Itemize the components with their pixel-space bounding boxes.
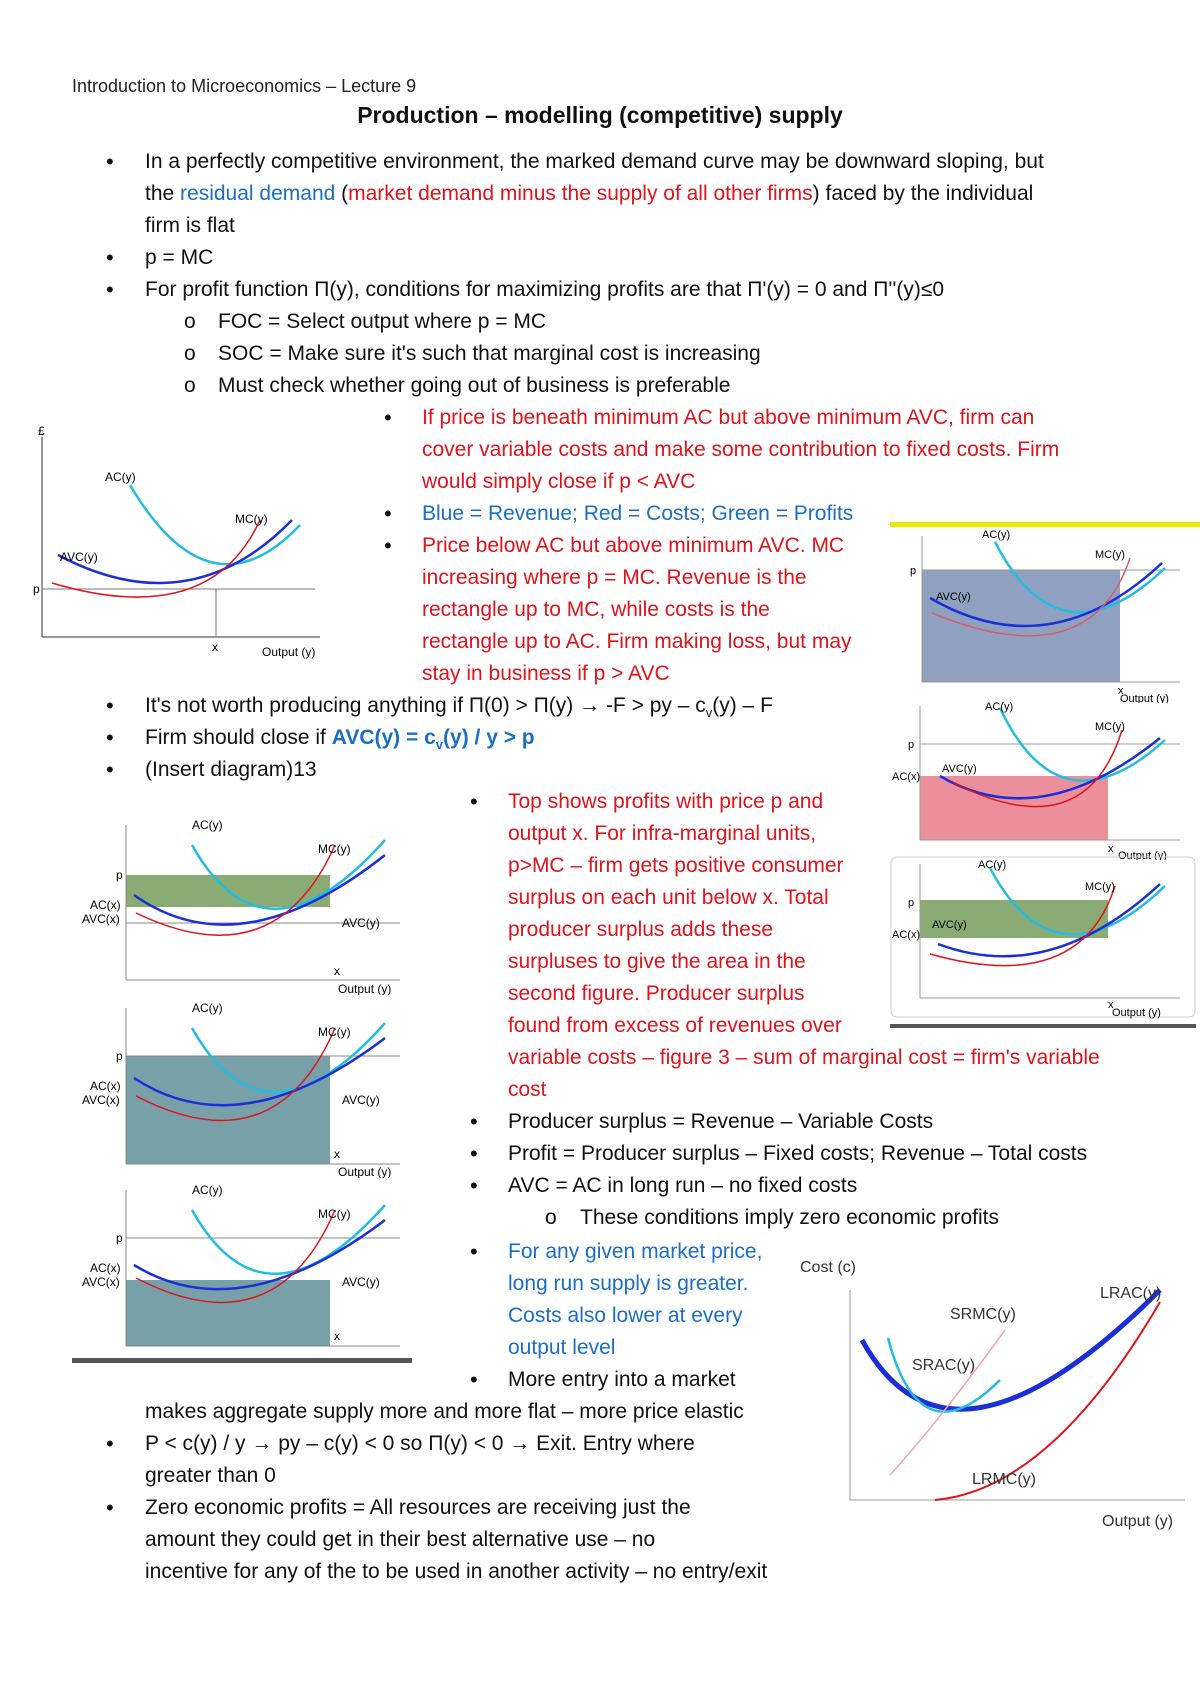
bullet-dot: • xyxy=(106,149,114,174)
paragraph-line: makes aggregate supply more and more flat – more price elastic xyxy=(145,1400,744,1423)
mc-label: MC(y) xyxy=(318,1207,351,1221)
acx-label: AC(x) xyxy=(90,898,121,912)
srac-curve xyxy=(888,1338,1000,1412)
output-label: Output (y) xyxy=(262,645,316,659)
acx-label: AC(x) xyxy=(90,1079,121,1093)
sub-bullet-text: These conditions imply zero economic profits xyxy=(580,1206,1000,1229)
producer-surplus-figure xyxy=(80,998,420,1178)
variable-cost-figure xyxy=(80,1180,420,1360)
avcx-label: AVC(x) xyxy=(82,912,120,926)
paragraph-line: AVC = AC in long run – no fixed costs xyxy=(508,1174,858,1197)
bullet-dot: • xyxy=(106,693,114,718)
note-line: Price below AC but above minimum AVC. MC xyxy=(422,534,845,557)
note-line: rectangle up to AC. Firm making loss, but may xyxy=(422,630,852,653)
ac-label: AC(y) xyxy=(192,818,223,832)
paragraph-line: It's not worth producing anything if Π(0) > Π(y) → -F > py – $c_v(y)$ – F xyxy=(145,694,773,721)
acx-label: AC(x) xyxy=(90,1261,121,1275)
paragraph-line: P < c(y) / y → py – c(y) < 0 so Π(y) < 0 → Exit. Entry where xyxy=(145,1432,695,1455)
srac-label: SRAC(y) xyxy=(912,1357,976,1374)
ac-label: AC(y) xyxy=(105,470,136,484)
term-market-demand: market demand minus the supply of all other firms xyxy=(348,182,813,205)
avc-label: AVC(y) xyxy=(342,916,380,930)
paragraph-line: (Insert diagram)13 xyxy=(145,758,317,781)
output-label: Output (y) xyxy=(1120,693,1169,703)
cost-axis-label: Cost (c) xyxy=(800,1259,856,1276)
avc-label: AVC(y) xyxy=(936,591,971,603)
ac-label: AC(y) xyxy=(978,859,1007,871)
note-line: cost xyxy=(508,1078,547,1101)
note-line: output x. For infra-marginal units, xyxy=(508,822,817,845)
avcx-label: AVC(x) xyxy=(82,1093,120,1107)
mc-label: MC(y) xyxy=(1095,549,1125,561)
price-label: p xyxy=(908,739,915,751)
paragraph-line: incentive for any of the to be used in another activity – no entry/exit xyxy=(145,1560,768,1583)
bullet-dot: • xyxy=(470,1239,478,1264)
long-run-cost-figure xyxy=(790,1250,1195,1540)
sub-bullet-dot: o xyxy=(545,1206,557,1229)
avcx-label: AVC(x) xyxy=(82,1275,120,1289)
note-line: surpluses to give the area in the xyxy=(508,950,806,973)
note-line: For any given market price, xyxy=(508,1240,763,1263)
paragraph-line: firm is flat xyxy=(145,214,235,237)
note-line: cover variable costs and make some contribution to fixed costs. Firm xyxy=(422,438,1060,461)
mc-label: MC(y) xyxy=(1085,881,1115,893)
srmc-label: SRMC(y) xyxy=(950,1306,1016,1323)
paragraph-line: For profit function Π(y), conditions for maximizing profits are that Π'(y) = 0 and Π''(y)≤0 xyxy=(145,278,945,301)
note-line: surplus on each unit below x. Total xyxy=(508,886,829,909)
note-line: second figure. Producer surplus xyxy=(508,982,805,1005)
output-label: Output (y) xyxy=(338,982,392,995)
ac-label: AC(y) xyxy=(985,701,1014,713)
lrac-label: LRAC(y) xyxy=(1100,1285,1162,1302)
profit-area-figure xyxy=(80,815,420,995)
note-line: long run supply is greater. xyxy=(508,1272,749,1295)
x-label: x xyxy=(334,964,340,978)
bullet-dot: • xyxy=(106,245,114,270)
bullet-dot: • xyxy=(470,1173,478,1198)
paragraph-line: Zero economic profits = All resources are receiving just the xyxy=(145,1496,691,1519)
paragraph-line: Firm should close if $AVC(y) = c_v(y) / y > p$ xyxy=(145,726,535,753)
srmc-curve xyxy=(890,1330,1005,1475)
x-label: x xyxy=(334,1147,340,1161)
lecture-header: Introduction to Microeconomics – Lecture 9 xyxy=(72,76,417,96)
sub-bullet-text: Must check whether going out of business is preferable xyxy=(218,374,731,397)
cost-curves-figure xyxy=(30,425,330,660)
price-label: p xyxy=(33,582,40,596)
x-label: x xyxy=(334,1329,340,1343)
lrmc-curve xyxy=(935,1302,1160,1500)
bullet-dot: • xyxy=(384,405,392,430)
note-line: variable costs – figure 3 – sum of marginal cost = firm's variable xyxy=(508,1046,1100,1069)
x-label: x xyxy=(212,640,218,654)
mc-label: MC(y) xyxy=(235,512,268,526)
cost-figure xyxy=(890,700,1190,860)
sub-bullet-dot: o xyxy=(184,342,196,365)
bullet-dot: • xyxy=(470,1141,478,1166)
mc-label: MC(y) xyxy=(1095,721,1125,733)
note-line: rectangle up to MC, while costs is the xyxy=(422,598,770,621)
mc-label: MC(y) xyxy=(318,1025,351,1039)
note-line: stay in business if p > AVC xyxy=(422,662,670,685)
price-label: p xyxy=(116,1231,123,1245)
bullet-dot: • xyxy=(106,277,114,302)
price-label: p xyxy=(908,897,915,909)
bullet-dot: • xyxy=(384,501,392,526)
note-line: output level xyxy=(508,1336,616,1359)
ac-label: AC(y) xyxy=(982,529,1011,541)
avc-label: AVC(y) xyxy=(342,1275,380,1289)
paragraph-line: Profit = Producer surplus – Fixed costs; Revenue – Total costs xyxy=(508,1142,1088,1165)
figure-underline xyxy=(72,1358,412,1363)
ac-label: AC(y) xyxy=(192,1183,223,1197)
sub-bullet-text: FOC = Select output where p = MC xyxy=(218,310,546,333)
bullet-dot: • xyxy=(470,1367,478,1392)
note-line: If price is beneath minimum AC but above minimum AVC, firm can xyxy=(422,406,1035,429)
bullet-dot: • xyxy=(384,533,392,558)
paragraph-line: the residual demand (market demand minus the supply of all other firms) faced by the individual xyxy=(145,182,1034,205)
sub-bullet-dot: o xyxy=(184,310,196,333)
bullet-dot: • xyxy=(106,757,114,782)
paragraph-line: In a perfectly competitive environment, the marked demand curve may be downward sloping, but xyxy=(145,150,1044,173)
output-label: Output (y) xyxy=(1112,1007,1161,1019)
avc-label: AVC(y) xyxy=(932,919,967,931)
highlight-bar xyxy=(890,522,1200,527)
output-label: Output (y) xyxy=(1102,1513,1174,1530)
pound-label: £ xyxy=(38,425,45,438)
paragraph-line: Producer surplus = Revenue – Variable Costs xyxy=(508,1110,934,1133)
color-legend-line: Blue = Revenue; Red = Costs; Green = Profits xyxy=(422,502,854,525)
bullet-dot: • xyxy=(106,725,114,750)
x-label: x xyxy=(1118,685,1124,697)
mc-label: MC(y) xyxy=(318,842,351,856)
ac-curve xyxy=(130,485,300,564)
bullet-dot: • xyxy=(106,1431,114,1456)
note-line: Costs also lower at every xyxy=(508,1304,743,1327)
price-label: p xyxy=(116,868,123,882)
note-line: found from excess of revenues over xyxy=(508,1014,842,1037)
output-label: Output (y) xyxy=(1118,850,1167,860)
avc-label: AVC(y) xyxy=(942,763,977,775)
paragraph-line: greater than 0 xyxy=(145,1464,276,1487)
avc-label: AVC(y) xyxy=(342,1093,380,1107)
close-condition: $AVC(y) = c_v(y) / y > p$ xyxy=(331,726,535,753)
paragraph-line: p = MC xyxy=(145,246,214,269)
paragraph-line: More entry into a market xyxy=(508,1368,736,1391)
term-residual-demand: residual demand xyxy=(180,182,336,205)
price-label: p xyxy=(910,565,917,577)
bullet-dot: • xyxy=(470,1109,478,1134)
acx-label: AC(x) xyxy=(892,771,921,783)
note-line: p>MC – firm gets positive consumer xyxy=(508,854,844,877)
note-line: would simply close if p < AVC xyxy=(422,470,696,493)
lrmc-label: LRMC(y) xyxy=(972,1471,1036,1488)
sub-bullet-text: SOC = Make sure it's such that marginal cost is increasing xyxy=(218,342,761,365)
profit-figure xyxy=(890,856,1200,1026)
sub-bullet-dot: o xyxy=(184,374,196,397)
bullet-dot: • xyxy=(106,1495,114,1520)
paragraph-line: amount they could get in their best alternative use – no xyxy=(145,1528,656,1551)
bullet-dot: • xyxy=(470,789,478,814)
output-label: Output (y) xyxy=(338,1165,392,1178)
note-line: producer surplus adds these xyxy=(508,918,773,941)
note-line: Top shows profits with price p and xyxy=(508,790,824,813)
x-label: x xyxy=(1108,843,1114,855)
acx-label: AC(x) xyxy=(892,929,921,941)
page-title: Production – modelling (competitive) supply xyxy=(357,102,843,128)
revenue-figure xyxy=(900,528,1190,703)
figure-underline xyxy=(890,1024,1196,1028)
ac-label: AC(y) xyxy=(192,1001,223,1015)
x-label: x xyxy=(1108,999,1114,1011)
avc-label: AVC(y) xyxy=(60,550,98,564)
price-label: p xyxy=(116,1049,123,1063)
note-line: increasing where p = MC. Revenue is the xyxy=(422,566,807,589)
